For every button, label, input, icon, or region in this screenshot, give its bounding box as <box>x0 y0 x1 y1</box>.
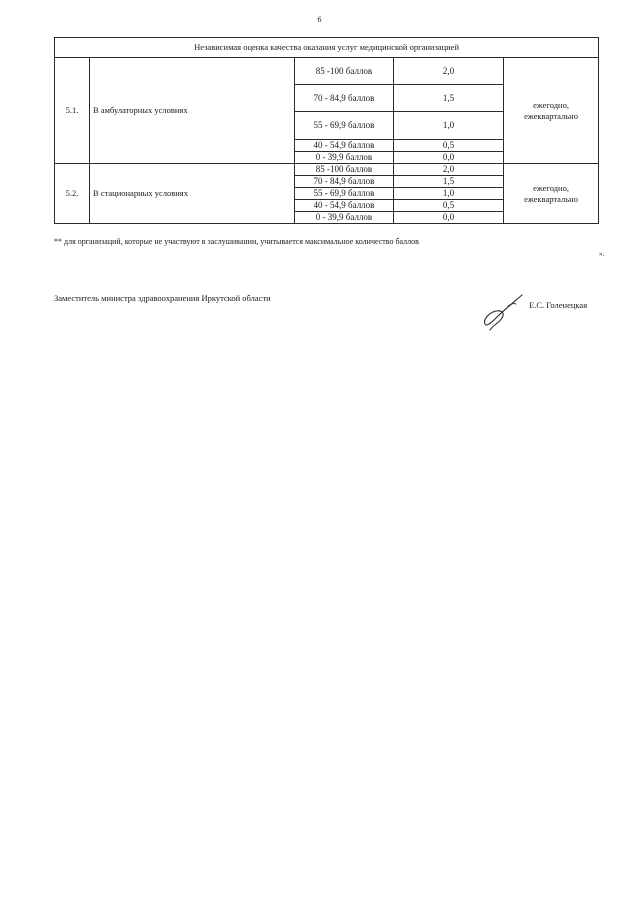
score-range: 0 - 39,9 баллов <box>295 152 394 164</box>
score-range: 70 - 84,9 баллов <box>295 85 394 112</box>
group-period: ежегодно, ежеквартально <box>504 58 599 164</box>
stray-mark: ». <box>599 250 605 258</box>
score-value: 2,0 <box>394 164 504 176</box>
page-number: 6 <box>317 15 322 24</box>
table-row <box>55 164 599 176</box>
score-range: 55 - 69,9 баллов <box>295 112 394 140</box>
score-value: 1,0 <box>394 112 504 140</box>
group-label: В стационарных условиях <box>90 164 295 224</box>
score-value: 0,0 <box>394 212 504 224</box>
score-value: 0,5 <box>394 140 504 152</box>
footnote: ** для организаций, которые не участвуют в заслушивании, учитывается максимальное количество баллов <box>54 237 419 246</box>
signature-icon <box>478 292 526 332</box>
table-header: Независимая оценка качества оказания услуг медицинской организацией <box>55 38 599 58</box>
score-range: 70 - 84,9 баллов <box>295 176 394 188</box>
ratings-table <box>54 37 599 224</box>
group-period: ежегодно, ежеквартально <box>504 164 599 224</box>
signer-name: Е.С. Голенецкая <box>529 300 588 310</box>
score-range: 85 -100 баллов <box>295 58 394 85</box>
score-value: 0,5 <box>394 200 504 212</box>
signer-title: Заместитель министра здравоохранения Иркутской области <box>54 293 271 303</box>
score-value: 1,5 <box>394 176 504 188</box>
group-number: 5.1. <box>55 58 90 164</box>
group-label: В амбулаторных условиях <box>90 58 295 164</box>
score-value: 1,0 <box>394 188 504 200</box>
score-value: 1,5 <box>394 85 504 112</box>
table-row <box>55 58 599 85</box>
score-range: 0 - 39,9 баллов <box>295 212 394 224</box>
group-number: 5.2. <box>55 164 90 224</box>
score-range: 55 - 69,9 баллов <box>295 188 394 200</box>
table-header-row <box>55 38 599 58</box>
score-value: 0,0 <box>394 152 504 164</box>
score-range: 40 - 54,9 баллов <box>295 140 394 152</box>
score-range: 85 -100 баллов <box>295 164 394 176</box>
score-range: 40 - 54,9 баллов <box>295 200 394 212</box>
score-value: 2,0 <box>394 58 504 85</box>
